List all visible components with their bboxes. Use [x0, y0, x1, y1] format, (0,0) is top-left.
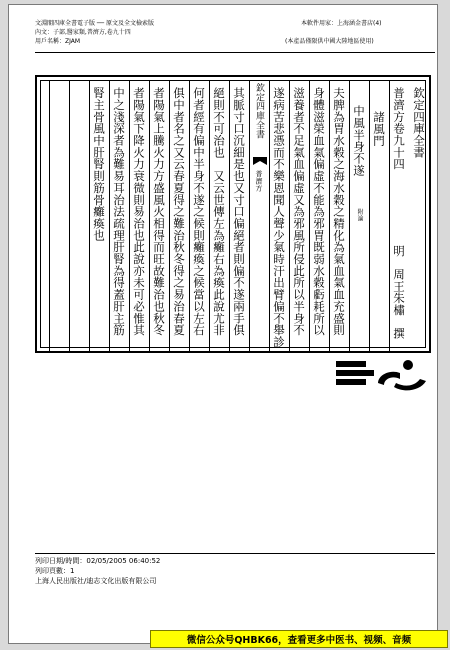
section-note: 附論	[356, 208, 363, 222]
database-title: 文淵閣四庫全書電子版 ── 原文及全文檢索版	[35, 20, 155, 27]
scroll-frame	[35, 75, 431, 353]
center-margin-column	[249, 81, 269, 351]
text-column-11	[109, 81, 129, 351]
section-title: 中風半身不遂	[352, 105, 366, 177]
text-column-1	[329, 81, 349, 351]
print-pages-line	[35, 566, 74, 576]
print-pages-label: 列印頁數：	[35, 567, 70, 575]
text-panel	[40, 80, 426, 348]
fishtail-mark	[253, 157, 267, 165]
content-path: 內文：子部,醫家類,普濟方,卷九十四	[35, 29, 131, 36]
text-line-5: 其脈寸口沉細是也又寸口偏絕者則偏不遂兩手俱	[232, 87, 246, 336]
print-time-label: 列印日期/時間：	[35, 557, 87, 565]
publisher-credit: 上海人民出版社/迪志文化出版有限公司	[35, 577, 157, 585]
promo-banner: 微信公众号QHBK66，查看更多中医书、视频、音频	[150, 630, 448, 648]
margin-book-title: 欽定四庫全書	[254, 83, 264, 140]
volume-title: 普濟方卷九十四	[392, 87, 406, 170]
publisher-logo-icon	[334, 355, 429, 395]
book-title: 欽定四庫全書	[412, 87, 426, 159]
print-pages-value: 1	[70, 567, 75, 575]
text-line-7: 何者經有偏中半身不遂之候則癱瘓之候當以左右	[192, 87, 206, 336]
text-line-1: 夫脾為胃水穀之海水穀之精化為氣血氣血充盛則	[332, 87, 346, 336]
text-line-11: 中之淺深者為難易耳治法疏理肝腎為得蓋肝主筋	[112, 87, 126, 336]
text-line-9: 者陽氣上騰火力方盛風火相得而旺故難治也秋冬	[152, 87, 166, 336]
text-column-3	[289, 81, 309, 351]
text-column-5	[229, 81, 249, 351]
text-column-7	[189, 81, 209, 351]
text-column-2	[309, 81, 329, 351]
category-title: 諸風門	[372, 111, 386, 147]
header-divider	[35, 52, 435, 53]
text-line-3: 滋養者不足氣血偏虛又為邪風所侵此所以半身不	[292, 87, 306, 336]
text-column-8	[169, 81, 189, 351]
book-title-column	[409, 81, 429, 351]
blank-column-1	[69, 81, 89, 351]
print-time-line	[35, 556, 160, 566]
text-column-4	[269, 81, 289, 351]
text-column-10	[129, 81, 149, 351]
document-page	[8, 4, 438, 644]
text-line-2: 身體滋榮血氣偏虛不能為邪胃既弱水穀虧耗所以	[312, 87, 326, 336]
text-line-6: 絕則不可治也 又云世傳左為癱右為瘓此說尤非	[212, 87, 226, 336]
user-name: 用戶名稱：ZJAM	[35, 38, 81, 45]
text-line-4: 遂病苦悲憑而不樂恩聞人聲少氣時汗出臂偏不舉診	[272, 87, 286, 348]
licensee-text: 本軟件用家：上海涵金書店(4)	[301, 20, 382, 27]
text-column-6	[209, 81, 229, 351]
section-column	[349, 81, 369, 351]
category-column	[369, 81, 389, 351]
text-line-8: 俱中者名之又云春夏得之難治秋冬得之易治春夏	[172, 87, 186, 336]
author-line: 明 周王朱橚 撰	[392, 244, 406, 340]
print-time-value: 02/05/2005 06:40:52	[86, 557, 161, 565]
text-column-12	[89, 81, 109, 351]
text-line-10: 者陽氣下降火力衰微則易治也此說亦未可必惟其	[132, 87, 146, 336]
volume-column	[389, 81, 409, 351]
blank-column-2	[49, 81, 69, 351]
footer-divider	[35, 553, 435, 554]
margin-volume: 普濟方	[255, 169, 263, 192]
text-line-12: 腎主骨風中肝腎則筋骨癱瘓也	[92, 87, 106, 242]
region-notice: (本產品僅限供中國大陸地區使用)	[285, 38, 374, 45]
text-column-9	[149, 81, 169, 351]
